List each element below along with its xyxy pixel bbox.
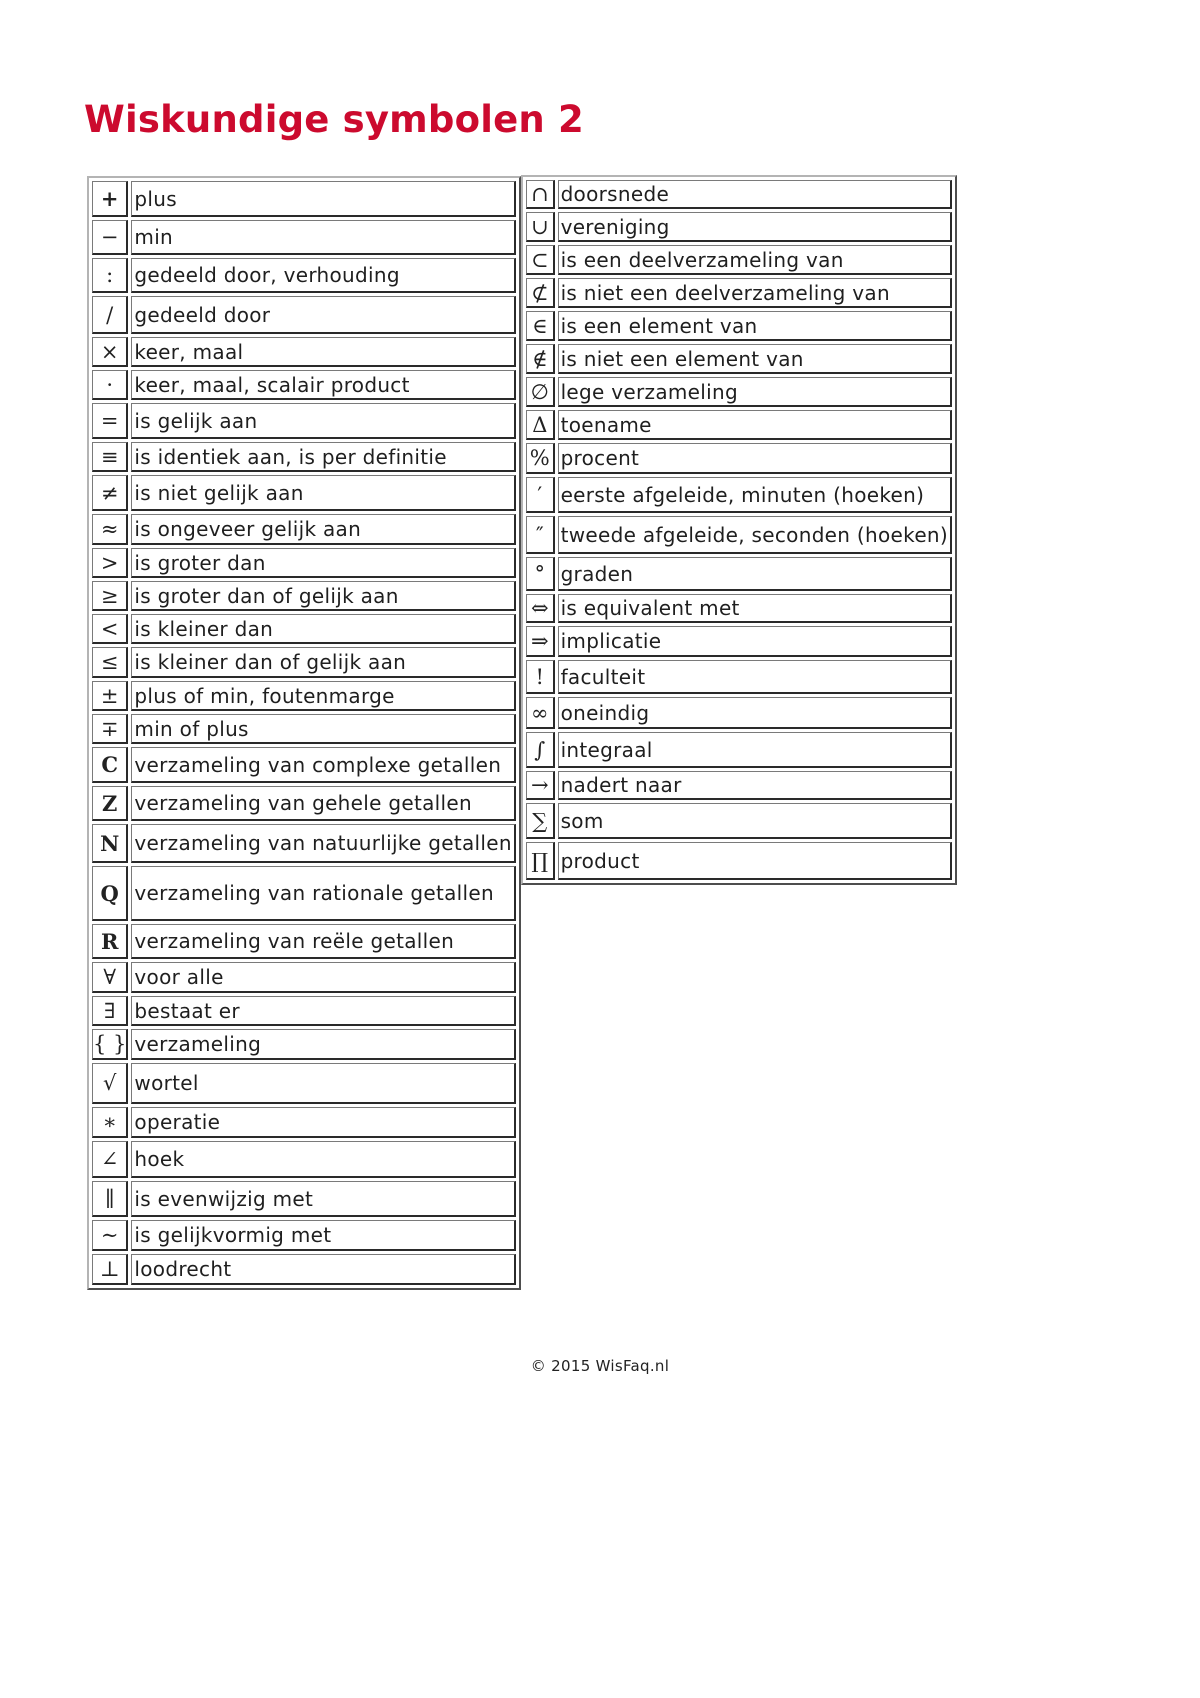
symbol-cell: ≠ [92, 475, 128, 511]
symbol-cell: ∞ [526, 697, 555, 729]
symbol-cell: ≡ [92, 442, 128, 472]
symbol-cell: ∩ [526, 180, 555, 209]
symbol-row [92, 514, 516, 545]
symbol-cell: ∈ [526, 311, 555, 341]
symbol-cell: ⊂ [526, 245, 555, 275]
copyright-footer: © 2015 WisFaq.nl [530, 1357, 670, 1375]
symbol-row [92, 962, 516, 993]
symbol-row [92, 296, 516, 334]
symbol-description: implicatie [558, 626, 952, 657]
symbol-description: som [558, 803, 952, 839]
symbol-description: min of plus [131, 714, 515, 744]
symbol-description: is niet gelijk aan [131, 475, 515, 511]
symbol-cell: N [92, 824, 128, 863]
symbol-row [92, 337, 516, 367]
symbol-cell: ∪ [526, 212, 555, 242]
symbol-description: is groter dan of gelijk aan [131, 581, 515, 611]
symbol-description: operatie [131, 1107, 515, 1138]
symbol-description: is equivalent met [558, 594, 952, 623]
symbol-cell: < [92, 614, 128, 644]
symbol-row [526, 477, 952, 513]
symbol-row [92, 581, 516, 611]
symbol-row [526, 516, 952, 554]
symbol-row [526, 594, 952, 623]
symbol-cell: ⇒ [526, 626, 555, 657]
symbol-row [92, 1029, 516, 1060]
symbol-row [526, 626, 952, 657]
symbol-row [92, 403, 516, 439]
symbol-row [526, 697, 952, 729]
symbol-cell: ∀ [92, 962, 128, 993]
symbol-description: procent [558, 443, 952, 474]
symbol-cell: √ [92, 1063, 128, 1104]
symbol-cell: R [92, 924, 128, 959]
symbol-cell: → [526, 771, 555, 800]
symbol-description: is gelijk aan [131, 403, 515, 439]
symbol-cell: ∫ [526, 732, 555, 768]
symbol-description: verzameling [131, 1029, 515, 1060]
symbol-row [526, 803, 952, 839]
symbol-row [92, 786, 516, 821]
symbol-cell: C [92, 747, 128, 783]
symbol-description: gedeeld door, verhouding [131, 258, 515, 293]
symbol-description: toename [558, 410, 952, 440]
symbol-cell: ⊄ [526, 278, 555, 308]
symbol-description: integraal [558, 732, 952, 768]
symbol-cell: ⇔ [526, 594, 555, 623]
symbol-description: loodrecht [131, 1254, 515, 1285]
symbol-row [92, 258, 516, 293]
symbol-row [526, 311, 952, 341]
symbol-row [92, 220, 516, 255]
symbol-row [92, 681, 516, 711]
symbol-description: verzameling van complexe getallen [131, 747, 515, 783]
symbol-description: is niet een deelverzameling van [558, 278, 952, 308]
symbol-table-left [87, 176, 521, 1290]
symbol-description: bestaat er [131, 996, 515, 1026]
symbol-row [526, 443, 952, 474]
symbol-row [526, 278, 952, 308]
symbol-cell: − [92, 220, 128, 255]
symbol-cell: Q [92, 866, 128, 921]
symbol-description: is ongeveer gelijk aan [131, 514, 515, 545]
symbol-row [526, 842, 952, 880]
symbol-row [92, 747, 516, 783]
symbol-row [92, 475, 516, 511]
symbol-description: doorsnede [558, 180, 952, 209]
symbol-row [92, 1254, 516, 1285]
symbol-row [92, 370, 516, 400]
symbol-cell: ! [526, 660, 555, 694]
symbol-row [92, 866, 516, 921]
symbol-row [92, 548, 516, 578]
symbol-description: vereniging [558, 212, 952, 242]
symbol-cell: ⊥ [92, 1254, 128, 1285]
symbol-cell: ∃ [92, 996, 128, 1026]
symbol-cell: + [92, 181, 128, 217]
symbol-description: product [558, 842, 952, 880]
symbol-description: is gelijkvormig met [131, 1220, 515, 1251]
symbol-cell: ∏ [526, 842, 555, 880]
symbol-description: is kleiner dan of gelijk aan [131, 647, 515, 678]
symbol-description: is een element van [558, 311, 952, 341]
symbol-description: is een deelverzameling van [558, 245, 952, 275]
symbol-cell: ∉ [526, 344, 555, 374]
symbol-row [526, 660, 952, 694]
symbol-description: faculteit [558, 660, 952, 694]
symbol-cell: ± [92, 681, 128, 711]
symbol-cell: { } [92, 1029, 128, 1060]
symbol-cell: % [526, 443, 555, 474]
symbol-cell: : [92, 258, 128, 293]
symbol-description: is kleiner dan [131, 614, 515, 644]
page-title: Wiskundige symbolen 2 [84, 98, 584, 141]
symbol-cell: ′ [526, 477, 555, 513]
symbol-description: eerste afgeleide, minuten (hoeken) [558, 477, 952, 513]
symbol-cell: ≈ [92, 514, 128, 545]
symbol-row [92, 647, 516, 678]
symbol-description: is groter dan [131, 548, 515, 578]
symbol-row [526, 410, 952, 440]
symbol-row [92, 1220, 516, 1251]
symbol-cell: ∗ [92, 1107, 128, 1138]
symbol-description: tweede afgeleide, seconden (hoeken) [558, 516, 952, 554]
symbol-description: is evenwijzig met [131, 1181, 515, 1217]
symbol-row [526, 245, 952, 275]
symbol-description: is niet een element van [558, 344, 952, 374]
symbol-cell: Z [92, 786, 128, 821]
symbol-row [92, 924, 516, 959]
symbol-cell: × [92, 337, 128, 367]
symbol-row [92, 181, 516, 217]
symbol-row [526, 212, 952, 242]
symbol-cell: ≥ [92, 581, 128, 611]
symbol-row [92, 1107, 516, 1138]
symbol-row [92, 996, 516, 1026]
symbol-description: oneindig [558, 697, 952, 729]
symbol-cell: ∅ [526, 377, 555, 407]
symbol-row [92, 1181, 516, 1217]
symbol-row [526, 180, 952, 209]
symbol-row [526, 344, 952, 374]
symbol-cell: ∥ [92, 1181, 128, 1217]
symbol-description: wortel [131, 1063, 515, 1104]
symbol-row [92, 614, 516, 644]
symbol-cell: ∠ [92, 1141, 128, 1178]
symbol-description: verzameling van rationale getallen [131, 866, 515, 921]
symbol-description: gedeeld door [131, 296, 515, 334]
symbol-table-right [521, 175, 957, 885]
symbol-description: lege verzameling [558, 377, 952, 407]
symbol-description: keer, maal, scalair product [131, 370, 515, 400]
symbol-row [526, 771, 952, 800]
symbol-cell: ″ [526, 516, 555, 554]
symbol-cell: > [92, 548, 128, 578]
symbol-description: nadert naar [558, 771, 952, 800]
symbol-description: verzameling van reële getallen [131, 924, 515, 959]
symbol-description: is identiek aan, is per definitie [131, 442, 515, 472]
symbol-description: graden [558, 557, 952, 591]
symbol-cell: ≤ [92, 647, 128, 678]
symbol-row [92, 442, 516, 472]
symbol-cell: ∑ [526, 803, 555, 839]
symbol-row [92, 1063, 516, 1104]
symbol-cell: / [92, 296, 128, 334]
symbol-description: min [131, 220, 515, 255]
symbol-cell: = [92, 403, 128, 439]
symbol-row [92, 714, 516, 744]
symbol-row [526, 557, 952, 591]
symbol-cell: ∓ [92, 714, 128, 744]
symbol-table-right-body [526, 180, 952, 880]
symbol-cell: ∼ [92, 1220, 128, 1251]
symbol-table-left-body [92, 181, 516, 1285]
symbol-row [526, 377, 952, 407]
symbol-cell: · [92, 370, 128, 400]
symbol-description: keer, maal [131, 337, 515, 367]
symbol-row [526, 732, 952, 768]
symbol-cell: Δ [526, 410, 555, 440]
symbol-description: hoek [131, 1141, 515, 1178]
symbol-row [92, 824, 516, 863]
symbol-description: voor alle [131, 962, 515, 993]
symbol-description: plus of min, foutenmarge [131, 681, 515, 711]
symbol-description: verzameling van gehele getallen [131, 786, 515, 821]
symbol-description: verzameling van natuurlijke getallen [131, 824, 515, 863]
symbol-row [92, 1141, 516, 1178]
symbol-cell: ° [526, 557, 555, 591]
symbol-description: plus [131, 181, 515, 217]
